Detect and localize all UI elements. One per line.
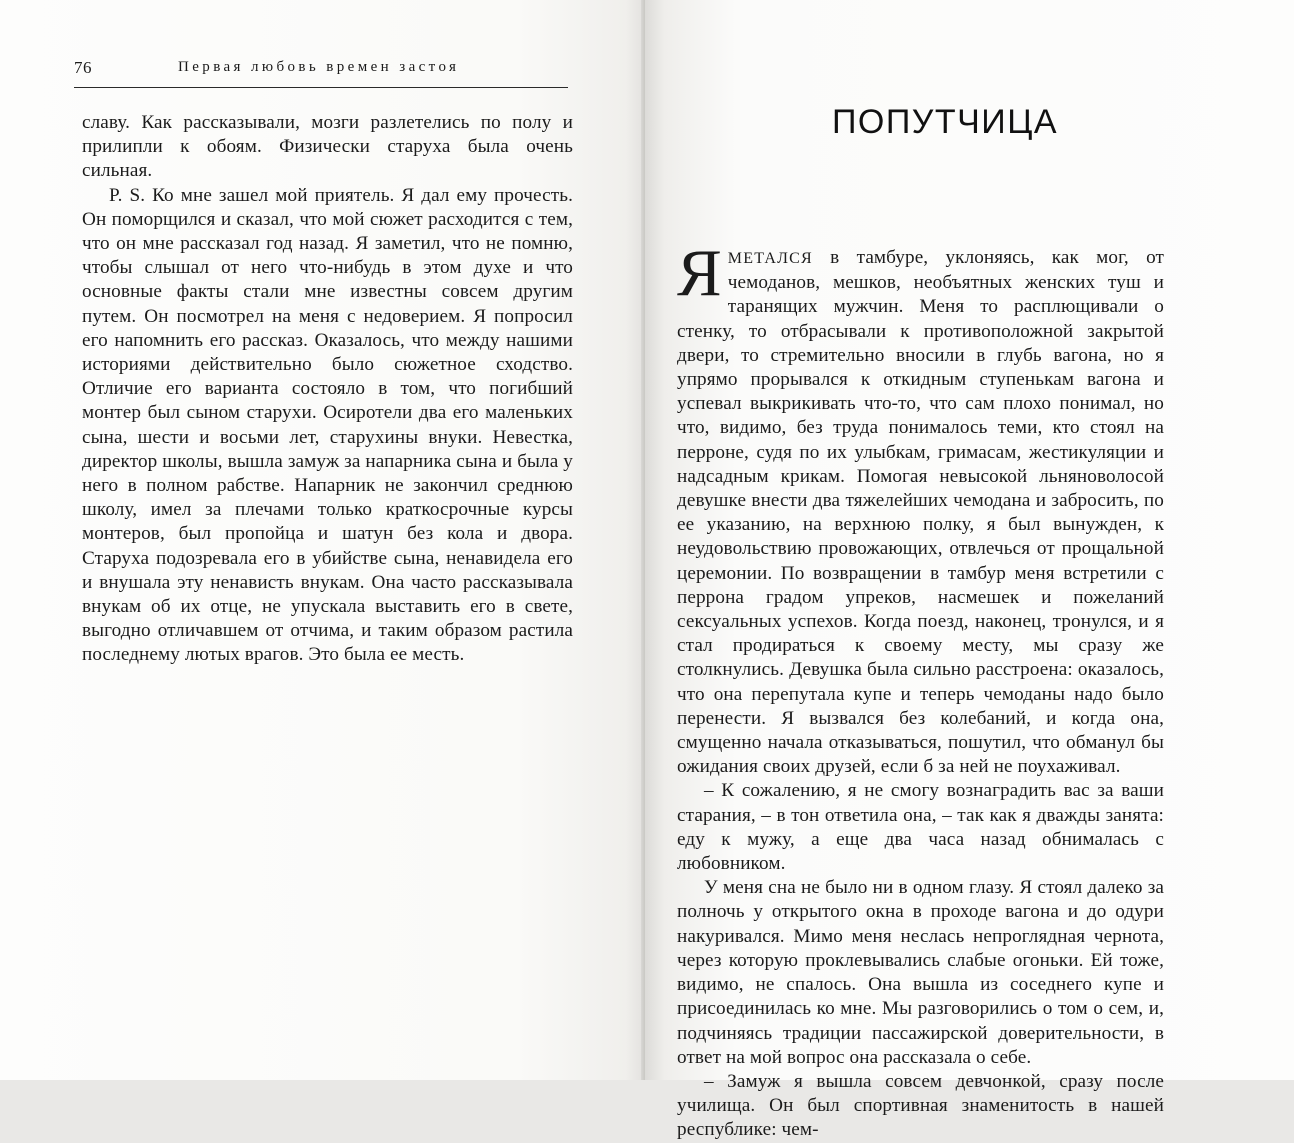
paragraph bbox=[677, 236, 1164, 779]
first-word: МЕТАЛСЯ bbox=[727, 250, 813, 267]
paragraph: – Замуж я вышла совсем девчонкой, сразу после училища. Он был спортивная знаменитость в нашей республике: чем- bbox=[677, 1070, 1164, 1141]
right-page-text bbox=[677, 236, 1164, 1143]
paragraph: славу. Как рассказывали, мозги разлетелись по полу и прилипли к обоям. Физически старуха была очень сильная. bbox=[82, 112, 573, 182]
paragraph-text: в тамбуре, уклоняясь, как мог, от чемоданов, мешков, необъятных женских туш и таранящих мужчин. Меня то расплющивали о стенку, то отбрасывали к противоположной закрытой двери, то стремительно вносили в глубь вагона, но я упрямо прорывался к откидным ступенькам вагона и успевал выкрикивать что-то, что сам плохо понимал, но что, видимо, без труда понималось теми, кто стоял на перроне, судя по их улыбкам, гримасам, жестикуляции и надсадным крикам. Помогая невысокой льняноволосой девушке внести два тяжелейших чемодана и забросить, по ее указанию, на верхнюю полку, я был вынужден, к неудовольствию провожающих, отвлечься от прощальной церемонии. По возвращении в тамбур меня встретили с перрона градом упреков, насмешек и пожеланий сексуальных успехов. Когда поезд, наконец, тронулся, и я стал продираться к своему месту, мы сразу же столкнулись. Девушка была сильно расстроена: оказалось, что она перепутала купе и теперь чемоданы надо было перенести. Я вызвался без колебаний, и когда она, смущенно начала отказываться, пошутил, что обманул бы ожидания своих друзей, если б за ней не поухаживал. bbox=[677, 247, 1164, 778]
drop-cap: Я bbox=[677, 236, 722, 310]
running-head bbox=[74, 55, 568, 88]
paragraph: У меня сна не было ни в одном глазу. Я стоял далеко за полночь у открытого окна в проходе вагона и до одури накуривался. Мимо меня неслась непроглядная чернота, через которую проклевывались слабые огоньки. Ей тоже, видимо, не спалось. Она вышла из соседнего купе и присоединилась ко мне. Мы разговорились о том о сем, и, подчиняясь традиции пассажирской доверительности, в ответ на мой вопрос она рассказала о себе. bbox=[677, 877, 1164, 1068]
running-title: Первая любовь времен застоя bbox=[178, 59, 460, 75]
page-number: 76 bbox=[74, 58, 92, 77]
paragraph: P. S. Ко мне зашел мой приятель. Я дал ему прочесть. Он поморщился и сказал, что мой сюжет расходится с тем, что он мне рассказал год назад. Я заметил, что не помню, чтобы слышал от него что-нибудь в этом духе и что основные факты стали мне известны совсем другим путем. Он посмотрел на меня с недоверием. Я попросил его напомнить его рассказ. Оказалось, что между нашими историями действительно было сюжетное сходство. Отличие его варианта состояло в том, что погибший монтер был сыном старухи. Осиротели два его маленьких сына, шести и восьми лет, старухины внуки. Невестка, директор школы, вышла замуж за напарника сына и была у него в полном рабстве. Напарник не закончил среднюю школу, имел за плечами только краткосрочные курсы монтеров, был пропойца и шатун без кола и двора. Старуха подозревала его в убийстве сына, ненавидела его и внушала эту ненависть внукам. Она часто рассказывала внукам об их отце, не упускала выставить его в свете, выгодно отличавшем от отчима, и таким образом растила последнему лютых врагов. Это была ее месть. bbox=[82, 184, 573, 666]
left-page-text bbox=[82, 111, 573, 668]
paragraph: – К сожалению, я не смогу вознаградить вас за ваши старания, – в тон ответила она, – так как я дважды занята: еду к мужу, а еще два часа назад обнималась с любовником. bbox=[677, 780, 1164, 875]
chapter-title: ПОПУТЧИЦА bbox=[831, 103, 1059, 141]
